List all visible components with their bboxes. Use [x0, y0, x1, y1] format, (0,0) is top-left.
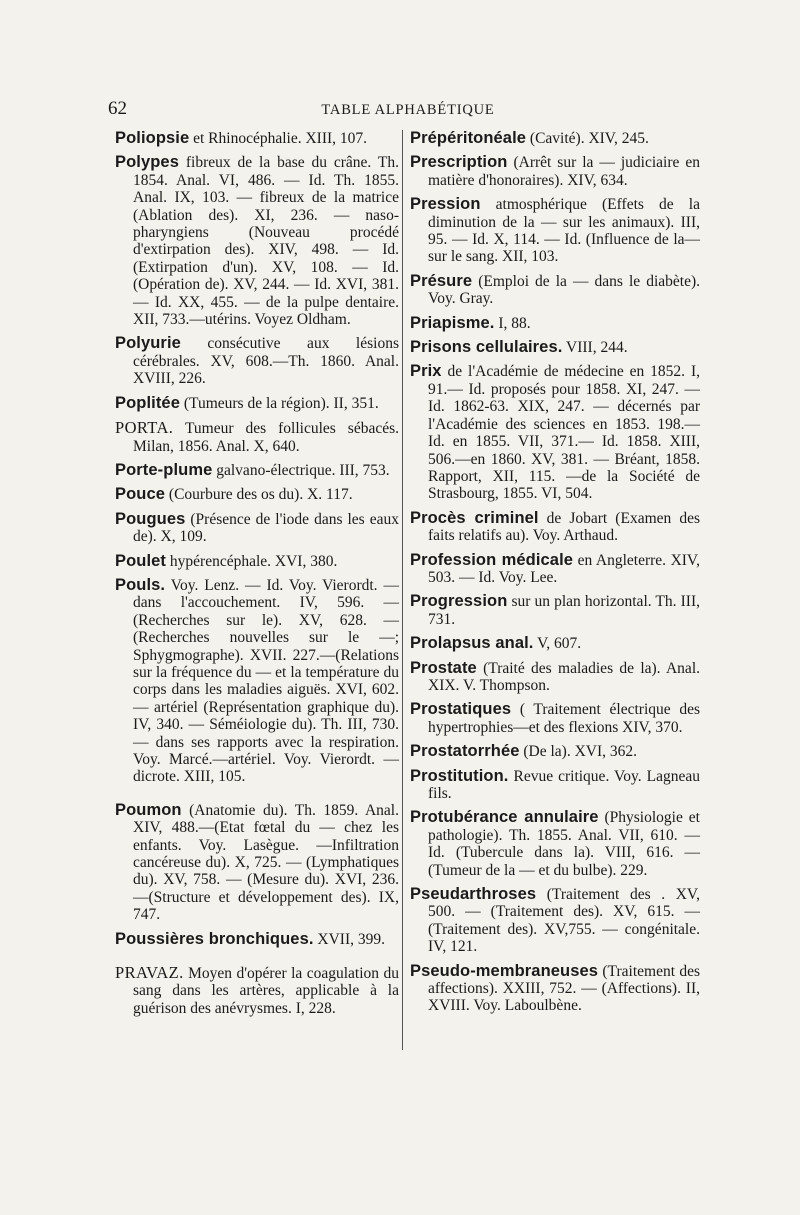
index-entry [410, 963, 700, 1015]
entry-text: V, 607. [533, 635, 582, 653]
index-entry [410, 196, 700, 266]
entry-text: (Présence de l'iode dans les eaux de). X, 109. [133, 510, 399, 546]
index-entry [410, 552, 700, 587]
index-entry [410, 593, 700, 628]
index-entry [410, 809, 700, 879]
entry-headword: Poumon [115, 800, 182, 819]
entry-text: XVII, 399. [313, 930, 385, 948]
index-entry [115, 462, 399, 479]
entry-headword: Poussières bronchiques. [115, 929, 314, 948]
entry-headword: Protubérance annulaire [410, 808, 599, 827]
index-entry [410, 315, 700, 332]
entry-text: de Jobart (Examen des faits relatifs au). Voy. Arthaud. [428, 509, 700, 545]
entry-headword: Priapisme. [410, 313, 495, 332]
entry-headword: Prépéritonéale [410, 129, 527, 147]
index-entry [410, 363, 700, 502]
page-number: 62 [108, 98, 127, 119]
entry-text: (Traitement des . XV, 500. — (Traitement des). XV, 615. — (Traitement des). XV,755. — congénitale. IV, 121. [428, 886, 700, 956]
entry-text: hypérencéphale. XVI, 380. [166, 552, 338, 570]
running-head [108, 98, 708, 126]
entry-headword: Polypes [115, 153, 179, 172]
entry-headword: PORTA. [115, 418, 174, 438]
running-title: TABLE ALPHABÉTIQUE [321, 102, 495, 118]
entry-text: VIII, 244. [562, 339, 628, 357]
entry-headword: Poliopsie [115, 129, 190, 147]
entry-text: en Angleterre. XIV, 503. — Id. Voy. Lee. [428, 551, 700, 586]
entry-headword: Prostitution. [410, 766, 509, 785]
entry-headword: Prisons cellulaires. [410, 338, 563, 357]
entry-text: Voy. Lenz. — Id. Voy. Vierordt. — dans l'accouchement. IV, 596. —(Recherches sur le). XV, 628. — (Recherches nouvelles sur le —; Sphygmographe). XVII. 227.—(Relations sur la fréquence du — et la température du corps dans les maladies aiguës. XVI, 602. — artériel (Représentation graphique du). IV, 340. — Séméiologie du). Th. III, 730. — dans ses rapports avec la respiration. Voy. Marcé.—artériel. Voy. Vierordt. — dicrote. XIII, 105. [133, 576, 399, 786]
index-entry [115, 130, 399, 147]
entry-headword: Poulet [115, 551, 167, 570]
entry-text: (Cavité). XIV, 245. [526, 130, 649, 147]
entry-headword: Prostate [410, 658, 477, 677]
entry-text: consécutive aux lésions cérébrales. XV, 608.—Th. 1860. Anal. XVIII, 226. [133, 335, 399, 388]
entry-text: (Anatomie du). Th. 1859. Anal. XIV, 488.—(Etat fœtal du — chez les enfants. Voy. Lasègue. —Infiltration cancéreuse du). X, 725. — (Lymphatiques du). XV, 758. — (Mesure du). XVI, 236. —(Structure et développement des). IX, 747. [133, 801, 399, 924]
entry-headword: Présure [410, 271, 473, 290]
index-entry [115, 154, 399, 328]
entry-text: (Physiologie et pathologie). Th. 1855. Anal. VII, 610. — Id. (Tubercule dans la). VIII, 616. — (Tumeur de la — et du bulbe). 229. [428, 809, 700, 879]
entry-headword: Procès criminel [410, 508, 539, 527]
index-entry [410, 154, 700, 189]
index-entry [410, 273, 700, 308]
index-entry [115, 419, 399, 455]
entry-text: Tumeur des follicules sébacés. Milan, 1856. Anal. X, 640. [133, 420, 399, 455]
entry-headword: Prolapsus anal. [410, 634, 534, 653]
index-entry [410, 660, 700, 695]
entry-text: (Arrêt sur la — judiciaire en matière d'honoraires). XIV, 634. [428, 154, 700, 189]
entry-text: (Courbure des os du). X. 117. [165, 486, 353, 504]
index-entry [410, 130, 700, 147]
index-entry [115, 335, 399, 387]
entry-text: Moyen d'opérer la coagulation du sang dans les artères, applicable à la guérison des anévrysmes. I, 228. [133, 965, 399, 1017]
entry-headword: Pseudarthroses [410, 885, 537, 904]
entry-headword: Prescription [410, 153, 508, 172]
entry-text: Revue critique. Voy. Lagneau fils. [428, 767, 700, 802]
right-column [410, 130, 700, 1022]
index-entry [410, 743, 700, 760]
index-entry [115, 511, 399, 546]
entry-headword: Prix [410, 362, 442, 381]
entry-headword: Pseudo-membraneuses [410, 961, 599, 980]
index-entry [410, 635, 700, 652]
entry-text: (De la). XVI, 362. [519, 743, 638, 761]
entry-headword: Profession médicale [410, 550, 574, 569]
entry-headword: Poplitée [115, 393, 180, 412]
index-entry [410, 339, 700, 356]
index-entry [410, 701, 700, 736]
entry-headword: Pression [410, 195, 481, 214]
index-entry [410, 768, 700, 803]
index-entry [115, 964, 399, 1017]
entry-text: (Traité des maladies de la). Anal. XIX. V. Thompson. [428, 659, 700, 694]
index-entry [115, 486, 399, 503]
index-entry [115, 395, 399, 412]
entry-text: (Tumeurs de la région). II, 351. [179, 394, 379, 412]
entry-headword: Prostatiques [410, 700, 512, 719]
entry-text: galvano-électrique. III, 753. [212, 461, 390, 479]
entry-text: sur un plan horizontal. Th. III, 731. [428, 593, 700, 628]
entry-headword: Progression [410, 592, 508, 611]
left-column [115, 130, 399, 1024]
entry-headword: Porte-plume [115, 460, 213, 479]
index-entry [115, 553, 399, 570]
entry-text: et Rhinocéphalie. XIII, 107. [189, 130, 368, 147]
index-entry [115, 931, 399, 948]
column-divider [402, 130, 403, 1050]
index-entry [410, 886, 700, 956]
entry-text: ( Traitement électrique des hypertrophies—et des flexions XIV, 370. [428, 701, 700, 736]
entry-headword: Pouls. [115, 575, 166, 594]
entry-text: de l'Académie de médecine en 1852. I, 91.— Id. proposés pour 1858. XI, 247. — Id. 1862-63. XIX, 247. — décernés par l'Académie des sciences en 1853. 198.— Id. en 1855. VII, 371.— Id. 1858. XIII, 506.—en 1860. XV, 381. — Bréant, 1858. Rapport, XII, 115. —de la Société de Strasbourg, 1855. VI, 504. [428, 363, 700, 503]
index-entry [115, 802, 399, 924]
entry-headword: Prostatorrhée [410, 742, 520, 761]
index-entry [410, 510, 700, 545]
index-entry [115, 577, 399, 786]
entry-headword: Pougues [115, 509, 186, 528]
entry-headword: Polyurie [115, 334, 181, 353]
entry-text: (Traitement des affections). XXIII, 752. — (Affections). II, XVIII. Voy. Laboulbène. [428, 962, 700, 1015]
entry-text: (Emploi de la — dans le diabète). Voy. Gray. [428, 272, 700, 308]
entry-text: atmosphérique (Effets de la diminution de la — sur les animaux). III, 95. — Id. X, 114. — Id. (Influence de la—sur le sang. XII, 103. [428, 196, 700, 266]
entry-headword: Pouce [115, 485, 166, 504]
entry-text: I, 88. [494, 314, 531, 332]
entry-headword: PRAVAZ. [115, 963, 184, 983]
entry-text: fibreux de la base du crâne. Th. 1854. Anal. VI, 486. — Id. Th. 1855. Anal. IX, 103. — fibreux de la matrice (Ablation des). XI, 236. — naso-pharyngiens (Nouveau procédé d'extirpation des). XIV, 498. — Id. (Extirpation d'un). XV, 108. — Id. (Opération de). XV, 244. — Id. XVI, 381. — Id. XX, 455. — de la pulpe dentaire. XII, 733.—utérins. Voyez Oldham. [133, 154, 399, 329]
